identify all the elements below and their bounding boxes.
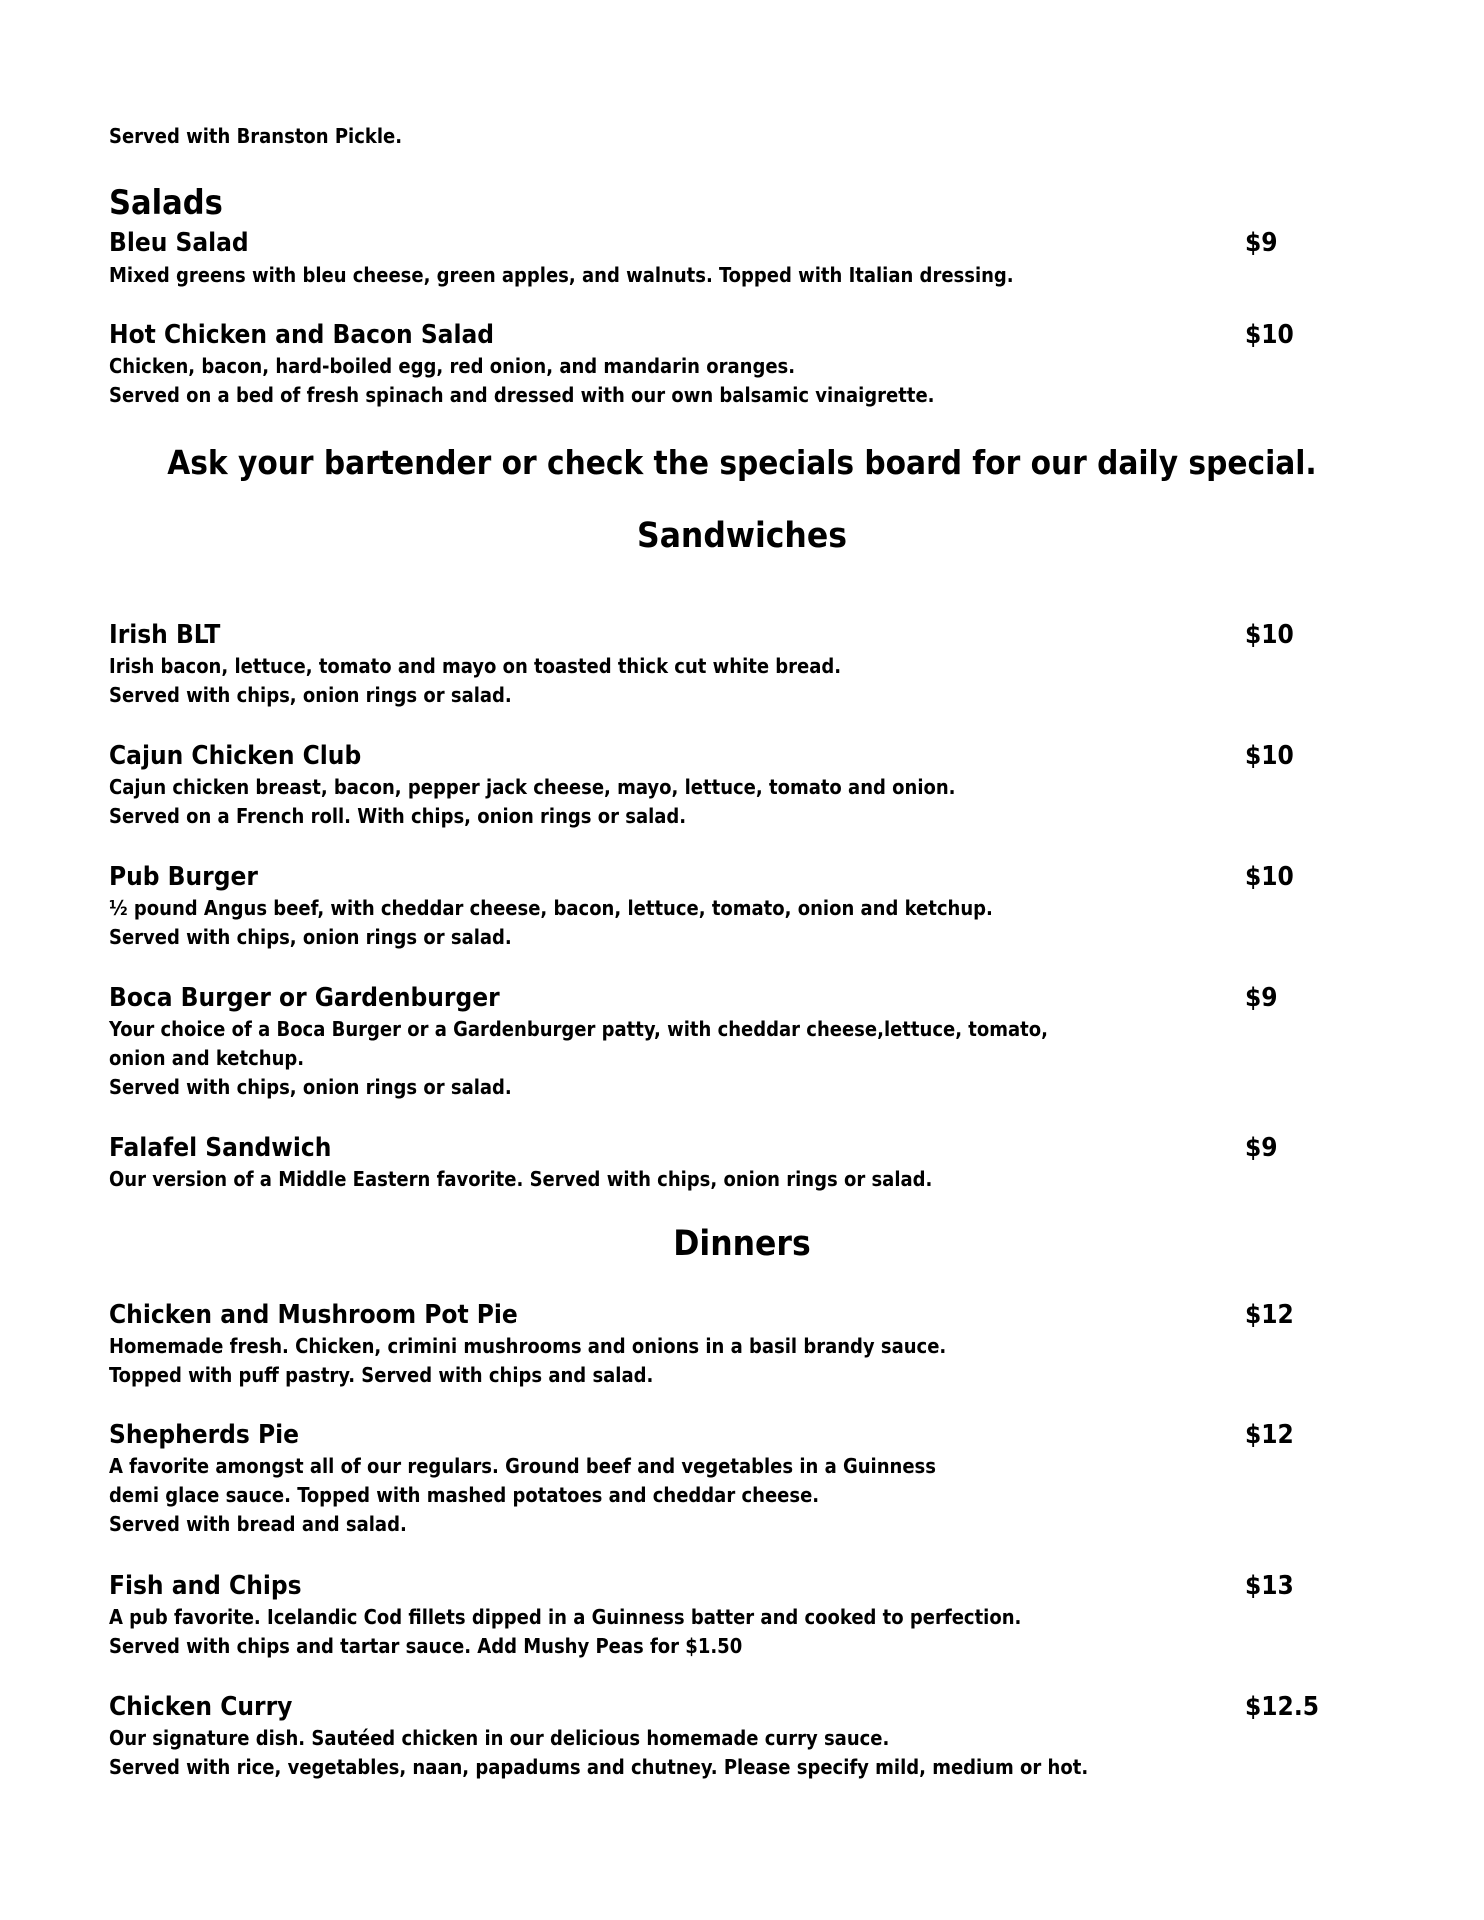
item-desc-line: ½ pound Angus beef, with cheddar cheese, bacon, lettuce, tomato, onion and ketchup.: [109, 896, 993, 920]
item-desc-line: Irish bacon, lettuce, tomato and mayo on toasted thick cut white bread.: [109, 654, 842, 678]
item-name-bleu-salad: Bleu Salad: [109, 228, 249, 258]
item-price-bleu-salad: $9: [1245, 228, 1278, 258]
item-name-shepherds-pie: Shepherds Pie: [109, 1420, 300, 1450]
item-desc-line: Our signature dish. Sautéed chicken in our delicious homemade curry sauce.: [109, 1726, 890, 1750]
item-name-fish-and-chips: Fish and Chips: [109, 1571, 302, 1601]
section-heading-salads: Salads: [109, 183, 223, 223]
item-desc-line: Served with rice, vegetables, naan, papadums and chutney. Please specify mild, medium or hot.: [109, 1755, 1089, 1779]
item-name-chicken-curry: Chicken Curry: [109, 1692, 293, 1722]
item-desc-line: Served with chips, onion rings or salad.: [109, 1075, 512, 1099]
section-heading-sandwiches: Sandwiches: [637, 516, 847, 556]
item-desc-line: Our version of a Middle Eastern favorite. Served with chips, onion rings or salad.: [109, 1167, 933, 1191]
item-desc-line: onion and ketchup.: [109, 1046, 305, 1070]
item-desc-line: Topped with puff pastry. Served with chips and salad.: [109, 1363, 654, 1387]
item-price-pub-burger: $10: [1245, 862, 1294, 892]
top-note: Served with Branston Pickle.: [109, 124, 403, 148]
item-desc-line: Served with chips, onion rings or salad.: [109, 683, 512, 707]
item-name-hot-chicken-bacon-salad: Hot Chicken and Bacon Salad: [109, 320, 494, 350]
item-name-chicken-mushroom-pot-pie: Chicken and Mushroom Pot Pie: [109, 1300, 518, 1330]
item-price-chicken-mushroom-pot-pie: $12: [1245, 1300, 1294, 1330]
item-desc-line: A pub favorite. Icelandic Cod fillets dipped in a Guinness batter and cooked to perfection.: [109, 1605, 1022, 1629]
item-name-pub-burger: Pub Burger: [109, 862, 258, 892]
item-price-shepherds-pie: $12: [1245, 1420, 1294, 1450]
item-price-falafel-sandwich: $9: [1245, 1133, 1278, 1163]
item-name-falafel-sandwich: Falafel Sandwich: [109, 1133, 332, 1163]
section-heading-dinners: Dinners: [673, 1224, 811, 1264]
item-desc-line: Served with chips, onion rings or salad.: [109, 925, 512, 949]
item-name-irish-blt: Irish BLT: [109, 620, 221, 650]
item-name-boca-burger: Boca Burger or Gardenburger: [109, 983, 500, 1013]
item-desc-line: Served with bread and salad.: [109, 1512, 407, 1536]
item-price-hot-chicken-bacon-salad: $10: [1245, 320, 1294, 350]
item-desc-line: Chicken, bacon, hard-boiled egg, red onion, and mandarin oranges.: [109, 354, 796, 378]
item-price-cajun-chicken-club: $10: [1245, 741, 1294, 771]
item-price-fish-and-chips: $13: [1245, 1571, 1294, 1601]
item-desc-line: demi glace sauce. Topped with mashed potatoes and cheddar cheese.: [109, 1483, 820, 1507]
item-desc-line: Homemade fresh. Chicken, crimini mushrooms and onions in a basil brandy sauce.: [109, 1334, 947, 1358]
item-desc-line: Mixed greens with bleu cheese, green apples, and walnuts. Topped with Italian dressing.: [109, 263, 1014, 287]
item-desc-line: A favorite amongst all of our regulars. Ground beef and vegetables in a Guinness: [109, 1454, 936, 1478]
item-desc-line: Served on a French roll. With chips, onion rings or salad.: [109, 804, 687, 828]
item-price-chicken-curry: $12.5: [1245, 1692, 1319, 1722]
item-desc-line: Served on a bed of fresh spinach and dressed with our own balsamic vinaigrette.: [109, 383, 935, 407]
daily-special-banner: Ask your bartender or check the specials board for our daily special.: [167, 443, 1317, 482]
item-price-boca-burger: $9: [1245, 983, 1278, 1013]
item-desc-line: Served with chips and tartar sauce. Add Mushy Peas for $1.50: [109, 1634, 743, 1658]
item-name-cajun-chicken-club: Cajun Chicken Club: [109, 741, 362, 771]
item-desc-line: Cajun chicken breast, bacon, pepper jack cheese, mayo, lettuce, tomato and onion.: [109, 775, 956, 799]
item-desc-line: Your choice of a Boca Burger or a Gardenburger patty, with cheddar cheese,lettuce, tomato,: [109, 1017, 1048, 1041]
item-price-irish-blt: $10: [1245, 620, 1294, 650]
